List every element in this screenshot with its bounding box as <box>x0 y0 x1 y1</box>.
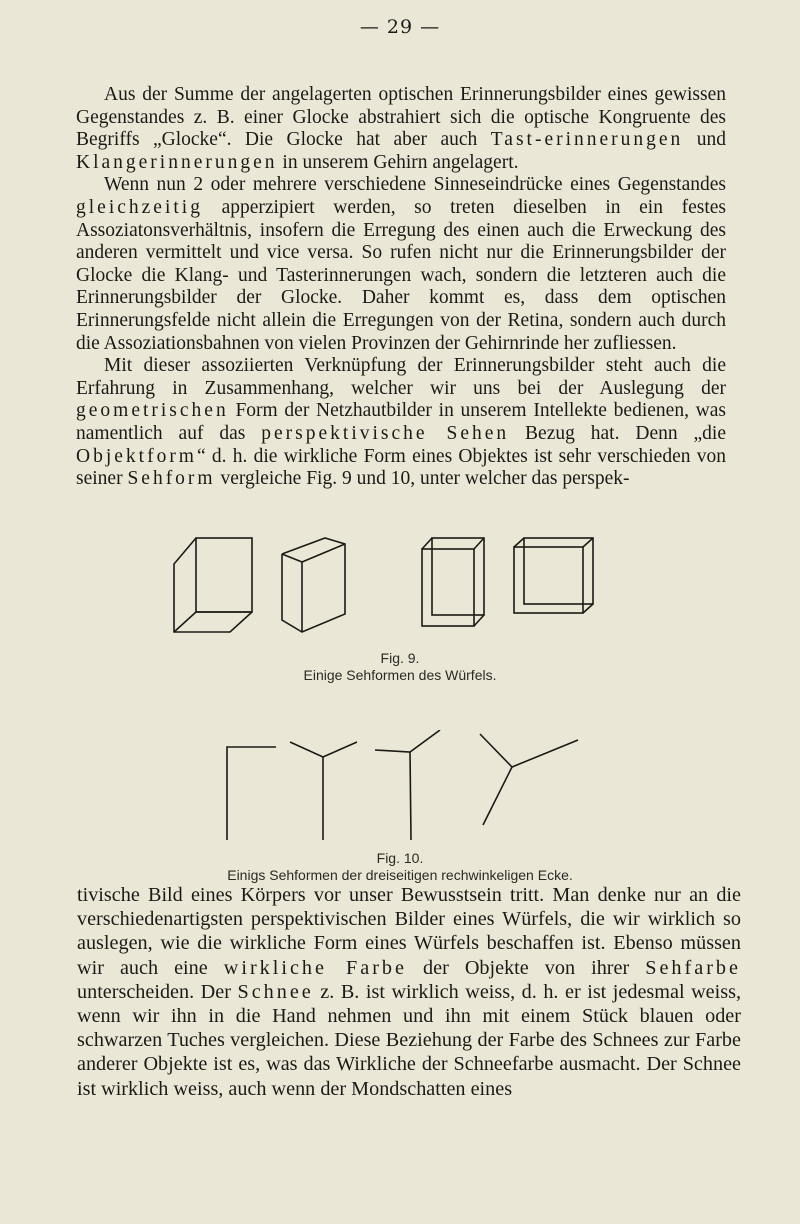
emphasis-perspektivische-sehen: perspektivische Sehen <box>261 422 510 444</box>
emphasis-tasterinnerungen: Tast-erinnerungen <box>490 129 684 151</box>
paragraph-3: Mit dieser assoziierten Verknüpfung der Erinnerungsbilder steht auch die Erfahrung in Zusammenhang, welcher wir uns bei der Auslegung der geometrischen Form der Netzhautbilder in unserem Intellekte bedienen, was namentlich auf das perspektivische Sehen Bezug hat. Denn „die Objektform“ d. h. die wirkliche Form eines Objektes ist sehr verschieden von seiner Sehform vergleiche Fig. 9 und 10, unter welcher das perspek- <box>76 355 726 490</box>
figure-9-caption: Einige Sehformen des Würfels. <box>303 667 497 683</box>
figure-10-caption: Einigs Sehformen der dreiseitigen rechwinkeligen Ecke. <box>227 867 573 883</box>
corner-drawing-1 <box>227 747 276 840</box>
corner-drawing-3 <box>375 730 440 840</box>
emphasis-sehform: Sehform <box>127 468 216 490</box>
cube-drawing-3 <box>422 538 484 626</box>
text-block-bottom <box>77 883 741 1101</box>
figure-10-drawing <box>0 730 800 845</box>
emphasis-sehfarbe: Sehfarbe <box>645 956 741 979</box>
emphasis-klangerinnerungen: Klangerinnerungen <box>76 151 278 173</box>
paragraph-2: Wenn nun 2 oder mehrere verschiedene Sinneseindrücke eines Gegenstandes gleichzeitig apperzipiert werden, so treten dieselben in ein festes Assoziatonsverhältnis, insofern die Erregung des einen auch die Erweckung des anderen vermittelt und vice versa. So rufen nicht nur die Erinnerungsbilder der Glocke die Klang- und Tasterinnerungen wach, sondern die letzteren auch die Erinnerungsbilder der Glocke. Daher kommt es, dass dem optischen Erinnerungsfelde nicht allein die Erregungen von der Retina, sondern auch durch die Assoziationsbahnen von vielen Provinzen der Gehirnrinde her zufliessen. <box>76 174 726 354</box>
figure-9 <box>0 528 800 692</box>
emphasis-objektform: Objektform <box>76 445 197 467</box>
cube-drawing-4 <box>514 538 593 613</box>
text-block-top <box>76 84 726 491</box>
cube-drawing-1 <box>174 538 252 632</box>
figure-9-label: Fig. 9. <box>380 650 420 666</box>
figure-10-label: Fig. 10. <box>376 850 424 866</box>
emphasis-geometrischen: geometrischen <box>76 400 229 422</box>
figure-10 <box>0 730 800 883</box>
emphasis-schnee: Schnee <box>237 980 314 1003</box>
emphasis-gleichzeitig: gleichzeitig <box>76 196 203 218</box>
corner-drawing-4 <box>480 734 578 825</box>
corner-drawing-2 <box>290 742 357 840</box>
cube-drawing-2 <box>282 538 345 632</box>
paragraph-1: Aus der Summe der angelagerten optischen Erinnerungsbilder eines gewissen Gegenstandes z. B. einer Glocke abstrahiert sich die optische Kongruente des Begriffs „Glocke“. Die Glocke hat aber auch Tast-erinnerungen und Klangerinnerungen in unserem Gehirn angelagert. <box>76 84 726 173</box>
page-number: — 29 — <box>359 16 441 38</box>
emphasis-wirkliche-farbe: wirkliche Farbe <box>223 956 407 979</box>
paragraph-4: tivische Bild eines Körpers vor unser Bewusstsein tritt. Man denke nur an die verschiedenartigsten perspektivischen Bilder eines Würfels, die wir wirklich so auslegen, wie die wirkliche Form eines Würfels beschaffen ist. Ebenso müssen wir auch eine wirkliche Farbe der Objekte von ihrer Sehfarbe unterscheiden. Der Schnee z. B. ist wirklich weiss, d. h. er ist jedesmal weiss, wenn wir ihn in die Hand nehmen und ihn mit einem Stück blauen oder schwarzen Tuches vergleichen. Diese Beziehung der Farbe des Schnees zur Farbe anderer Objekte ist es, was das Wirkliche der Schneefarbe ausmacht. Der Schnee ist wirklich weiss, auch wenn der Mondschatten eines <box>77 884 741 1100</box>
